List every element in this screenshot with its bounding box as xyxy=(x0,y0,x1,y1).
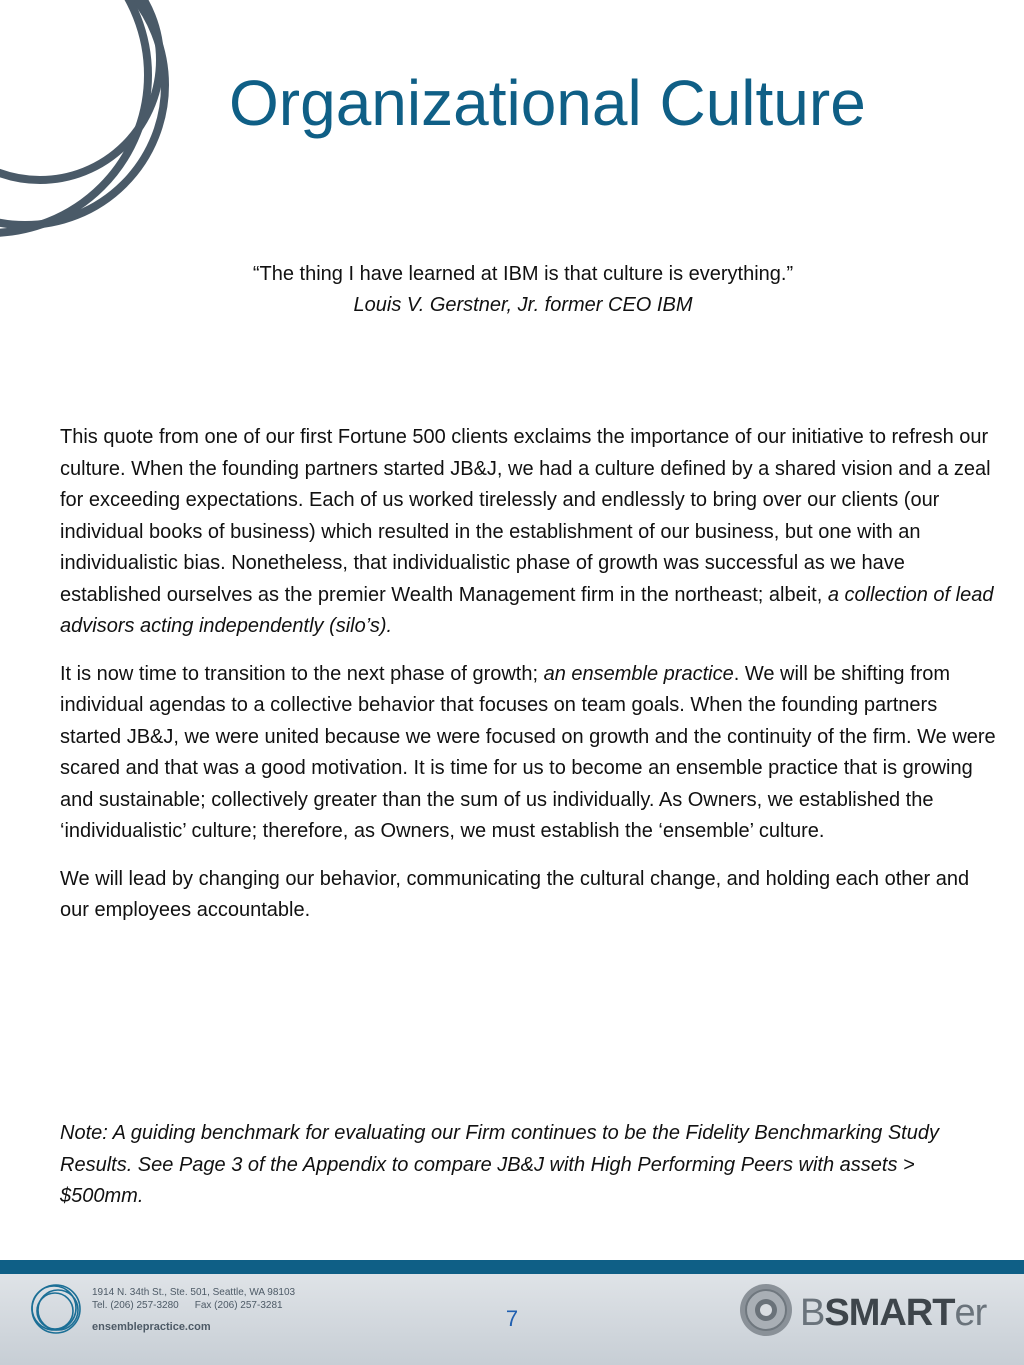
footer xyxy=(0,1274,1024,1365)
paragraph-2-emphasis: an ensemble practice xyxy=(543,662,734,685)
website-link[interactable]: ensemblepractice.com xyxy=(92,1321,211,1333)
page-number: 7 xyxy=(505,1306,519,1331)
paragraph-2-text-before: It is now time to transition to the next phase of growth; xyxy=(60,662,544,685)
fax-number: Fax (206) 257-3281 xyxy=(194,1300,283,1311)
benchmark-note: Note: A guiding benchmark for evaluating our Firm continues to be the Fidelity Benchmarking Study Results. See Page 3 of the Appendix to compare JB&J with High Performing Peers with assets > $500mm. xyxy=(60,1122,939,1207)
address-line: 1914 N. 34th St., Ste. 501, Seattle, WA 98103 xyxy=(92,1287,296,1298)
paragraph-1-emphasis: a collection of lead advisors acting independently (silo’s). xyxy=(60,583,994,637)
decorative-rings xyxy=(0,0,200,260)
paragraph-1 xyxy=(60,422,1000,643)
quote-block xyxy=(0,260,1024,320)
quote-attribution: Louis V. Gerstner, Jr. former CEO IBM xyxy=(353,294,693,316)
quote-text: “The thing I have learned at IBM is that culture is everything.” xyxy=(252,263,794,285)
page-title: Organizational Culture xyxy=(229,67,866,139)
tel-number: Tel. (206) 257-3280 xyxy=(92,1300,179,1311)
paragraph-2 xyxy=(60,659,1000,848)
body-text xyxy=(60,422,1000,943)
brand-bold: SMART xyxy=(824,1292,955,1334)
paragraph-1-text: This quote from one of our first Fortune 500 clients exclaims the importance of our initiative to refresh our culture. When the founding partners started JB&J, we had a culture defined by a shared vision and a zeal for exceeding expectations. Each of us worked tirelessly and endlessly to bring over our clients (our individual books of business) which resulted in the establishment of our business, but one with an individualistic bias. Nonetheless, that individualistic phase of growth was successful as we have established ourselves as the premier Wealth Management firm in the northeast; albeit, xyxy=(60,426,991,606)
brand-prefix: B xyxy=(800,1292,825,1334)
bsmarter-wordmark xyxy=(800,1292,986,1335)
bsmarter-mark-icon xyxy=(738,1282,794,1338)
paragraph-2-text-after: . We will be shifting from individual agendas to a collective behavior that focuses on team goals. When the founding partners started JB&J, we were united because we were focused on growth and the continuity of the firm. We were scared and that was a good motivation. It is time for us to become an ensemble practice that is growing and sustainable; collectively greater than the sum of us individually. As Owners, we established the ‘individualistic’ culture; therefore, as Owners, we must establish the ‘ensemble’ culture. xyxy=(60,662,996,842)
footer-accent-bar xyxy=(0,1260,1024,1274)
brand-suffix: er xyxy=(954,1292,987,1334)
paragraph-3: We will lead by changing our behavior, communicating the cultural change, and holding each other and our employees accountable. xyxy=(60,867,970,921)
